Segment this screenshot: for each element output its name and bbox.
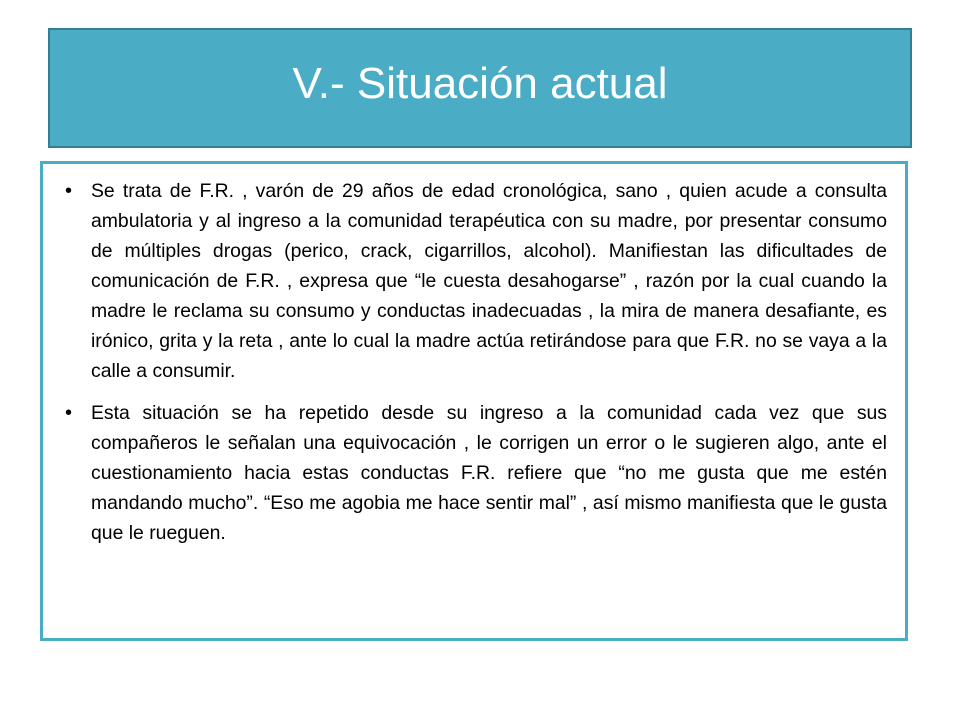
bullet-text: Se trata de F.R. , varón de 29 años de edad cronológica, sano , quien acude a consulta ambulatoria y al ingreso a la comunidad terapéutica con su madre, por presentar consumo de múltiples drogas (perico, crack, cigarrillos, alcohol). Manifiestan las dificultades de comunicación de F.R. , expresa que “le cuesta desahogarse” , razón por la cual cuando la madre le reclama su consumo y conductas inadecuadas , la mira de manera desafiante, es irónico, grita y la reta , ante lo cual la madre actúa retirándose para que F.R. no se vaya a la calle a consumir. [91,180,887,382]
bullet-icon: • [65,180,73,202]
bullet-item [63,398,887,548]
bullet-icon: • [65,402,73,424]
bullet-item [63,176,887,386]
title-banner [48,28,912,148]
content-panel [40,161,908,641]
slide-title: V.- Situación actual [292,59,668,108]
bullet-text: Esta situación se ha repetido desde su ingreso a la comunidad cada vez que sus compañeros le señalan una equivocación , le corrigen un error o le sugieren algo, ante el cuestionamiento hacia estas conductas F.R. refiere que “no me gusta que me estén mandando mucho”. “Eso me agobia me hace sentir mal” , así mismo manifiesta que le gusta que le rueguen. [91,402,887,544]
bullet-list [63,176,887,560]
